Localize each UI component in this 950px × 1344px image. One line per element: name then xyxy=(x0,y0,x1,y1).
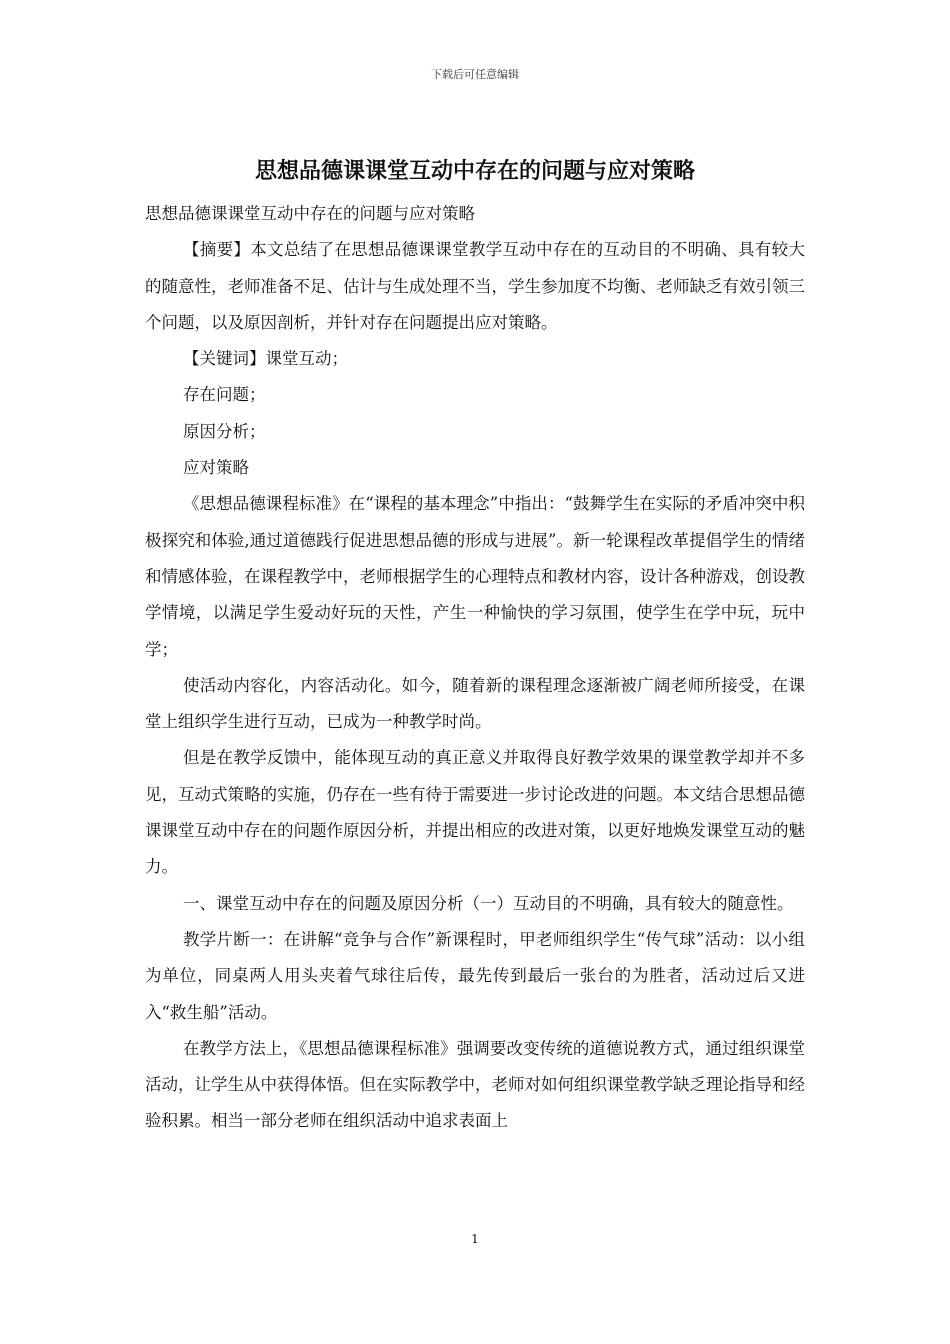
keyword-item: 应对策略 xyxy=(182,458,249,478)
body-paragraph: 但是在教学反馈中，能体现互动的真正意义并取得良好教学效果的课堂教学却并不多见，互动式策略的实施，仍存在一些有待于需要进一步讨论改进的问题。本文结合思想品德课课堂互动中存在的问题作原因分析，并提出相应的改进对策，以更好地焕发课堂互动的魅力。 xyxy=(145,748,805,877)
document-body xyxy=(145,196,805,1140)
keyword-item: 原因分析； xyxy=(182,421,266,441)
abstract-paragraph: 【摘要】本文总结了在思想品德课课堂教学互动中存在的互动目的不明确、具有较大的随意性，老师准备不足、估计与生成处理不当，学生参加度不均衡、老师缺乏有效引领三个问题，以及原因剖析，并针对存在问题提出应对策略。 xyxy=(145,240,805,332)
body-paragraph: 《思想品德课程标准》在“课程的基本理念”中指出：“鼓舞学生在实际的矛盾冲突中积极探究和体验,通过道德践行促进思想品德的形成与进展”。新一轮课程改革提倡学生的情绪和情感体验，在课程教学中，老师根据学生的心理特点和教材内容，设计各种游戏，创设教学情境，以满足学生爱动好玩的天性，产生一种愉快的学习氛围，使学生在学中玩，玩中学； xyxy=(145,494,805,659)
body-paragraph: 教学片断一：在讲解“竞争与合作”新课程时，甲老师组织学生“传气球”活动：以小组为单位，同桌两人用头夹着气球往后传，最先传到最后一张台的为胜者，活动过后又进入“救生船”活动。 xyxy=(145,929,805,1022)
page-number: 1 xyxy=(471,1232,479,1246)
page-header-note: 下载后可任意编辑 xyxy=(431,68,519,81)
keywords-paragraph: 【关键词】课堂互动； xyxy=(182,349,348,369)
document-subtitle: 思想品德课课堂互动中存在的问题与应对策略 xyxy=(145,204,475,223)
keyword-item: 存在问题； xyxy=(182,385,266,405)
body-paragraph: 使活动内容化，内容活动化。如今，随着新的课程理念逐渐被广阔老师所接受，在课堂上组织学生进行互动，已成为一种教学时尚。 xyxy=(145,675,805,732)
section-heading-paragraph: 一、课堂互动中存在的问题及原因分析（一）互动目的不明确，具有较大的随意性。 xyxy=(182,893,794,913)
body-paragraph: 在教学方法上，《思想品德课程标准》强调要改变传统的道德说教方式，通过组织课堂活动，让学生从中获得体悟。但在实际教学中，老师对如何组织课堂教学缺乏理论指导和经验积累。相当一部分老师在组织活动中追求表面上 xyxy=(145,1038,805,1131)
document-title: 思想品德课课堂互动中存在的问题与应对策略 xyxy=(254,158,695,184)
